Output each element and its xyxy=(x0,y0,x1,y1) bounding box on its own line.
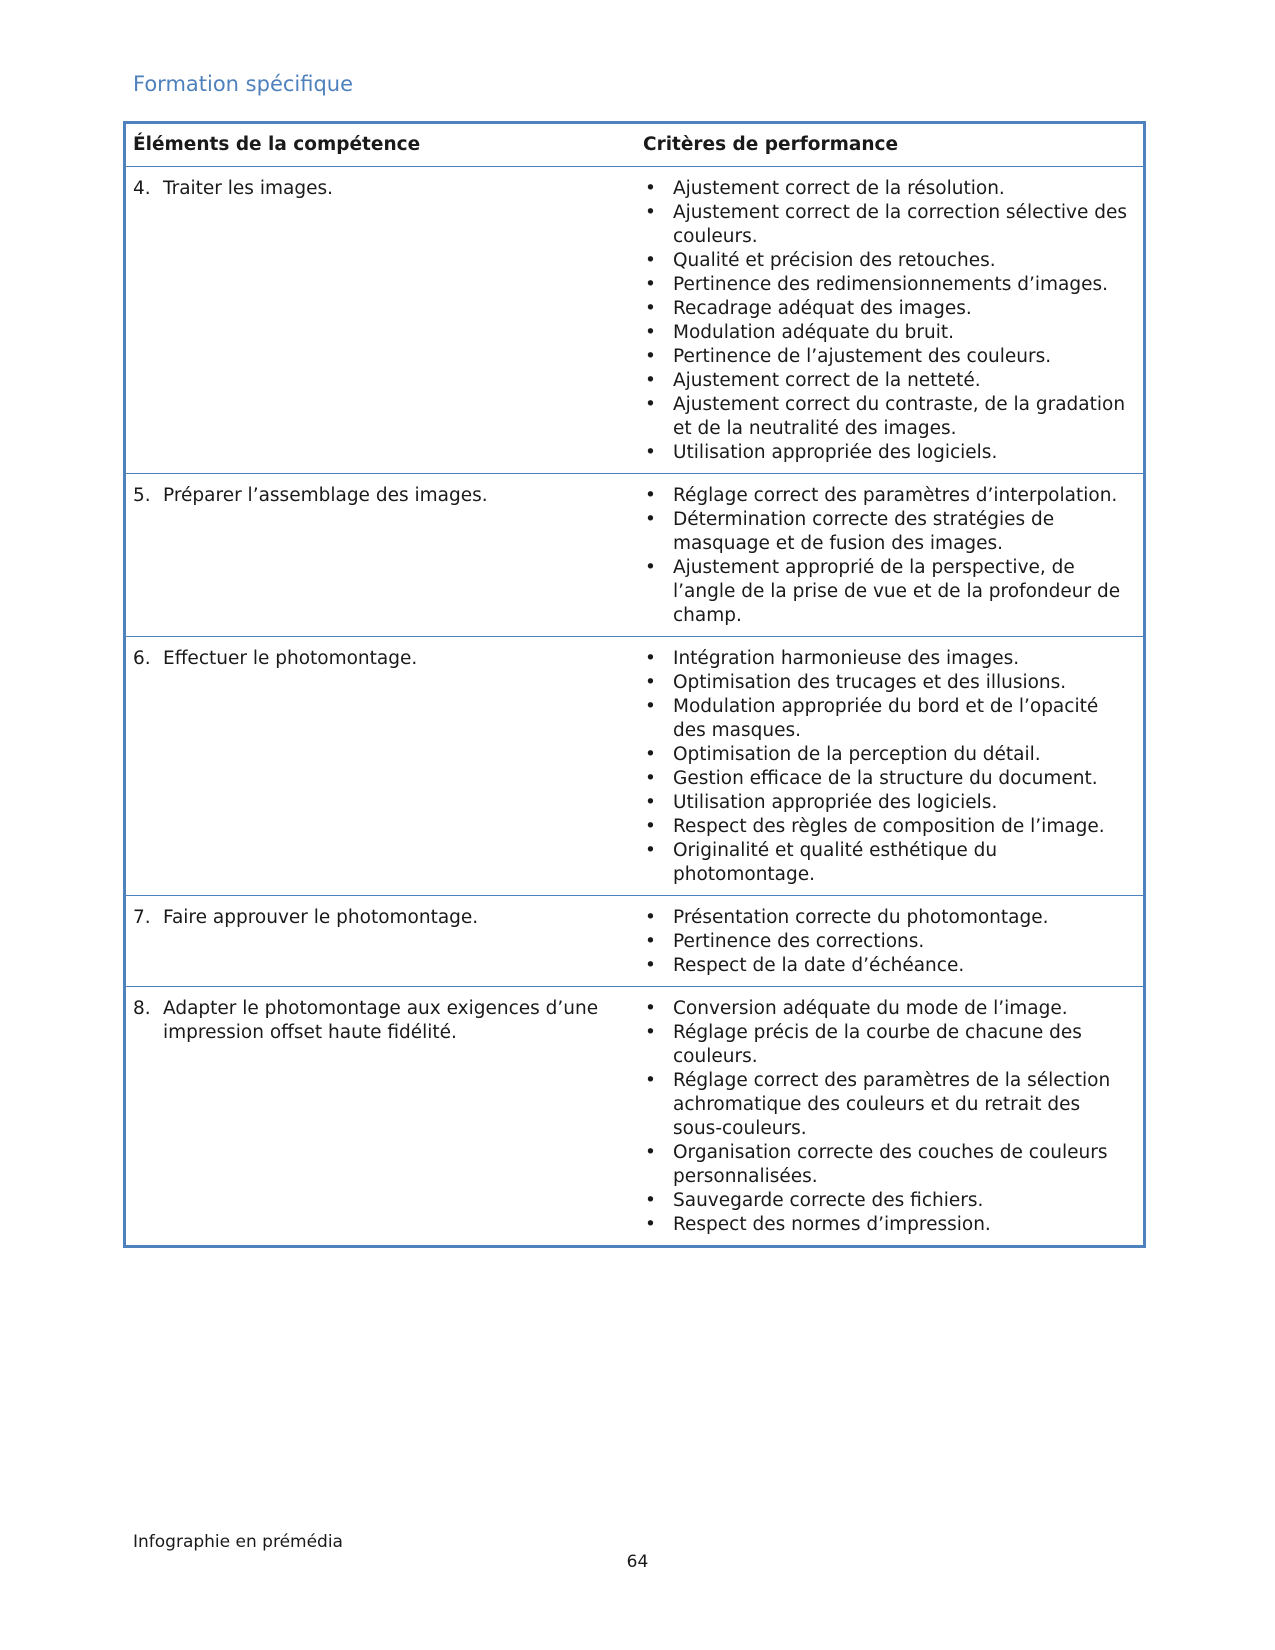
header-criteria: Critères de performance xyxy=(643,123,1145,167)
criteria-item: • Pertinence de l’ajustement des couleurs. xyxy=(643,345,1135,369)
criteria-cell xyxy=(643,896,1145,987)
criteria-item: • Ajustement correct de la résolution. xyxy=(643,177,1135,201)
criteria-item: • Utilisation appropriée des logiciels. xyxy=(643,791,1135,815)
element-number: 8. xyxy=(133,998,151,1019)
criteria-item: • Ajustement correct de la correction sélective des couleurs. xyxy=(643,201,1135,249)
criteria-item: • Intégration harmonieuse des images. xyxy=(643,647,1135,671)
criteria-item: • Ajustement approprié de la perspective, de l’angle de la prise de vue et de la profondeur de champ. xyxy=(643,556,1135,628)
competence-element xyxy=(133,896,643,938)
criteria-cell xyxy=(643,637,1145,896)
header-elements: Éléments de la compétence xyxy=(125,123,644,167)
competence-element xyxy=(133,474,643,516)
criteria-item: • Ajustement correct de la netteté. xyxy=(643,369,1135,393)
criteria-cell xyxy=(643,167,1145,474)
criteria-item: • Optimisation des trucages et des illusions. xyxy=(643,671,1135,695)
criteria-item: • Réglage correct des paramètres de la sélection achromatique des couleurs et du retrait des sous-couleurs. xyxy=(643,1069,1135,1141)
table-row xyxy=(125,167,1145,474)
element-text: Faire approuver le photomontage. xyxy=(163,907,479,928)
element-number: 5. xyxy=(133,485,151,506)
element-text: Adapter le photomontage aux exigences d’une impression offset haute fidélité. xyxy=(163,998,599,1043)
footer-program-name: Infographie en prémédia xyxy=(133,1532,343,1552)
element-number: 4. xyxy=(133,178,151,199)
table-header-row xyxy=(125,123,1145,167)
element-cell xyxy=(125,167,644,474)
criteria-item: • Présentation correcte du photomontage. xyxy=(643,906,1135,930)
criteria-item: • Optimisation de la perception du détail. xyxy=(643,743,1135,767)
competence-element xyxy=(133,167,643,209)
competence-table xyxy=(123,121,1146,1248)
element-cell xyxy=(125,987,644,1247)
criteria-item: • Respect des règles de composition de l’image. xyxy=(643,815,1135,839)
element-text: Effectuer le photomontage. xyxy=(163,648,418,669)
criteria-item: • Respect de la date d’échéance. xyxy=(643,954,1135,978)
competence-element xyxy=(133,987,643,1053)
table-row xyxy=(125,637,1145,896)
element-number: 7. xyxy=(133,907,151,928)
criteria-item: • Ajustement correct du contraste, de la gradation et de la neutralité des images. xyxy=(643,393,1135,441)
section-title: Formation spécifique xyxy=(133,72,354,96)
criteria-list xyxy=(643,167,1143,473)
criteria-cell xyxy=(643,987,1145,1247)
criteria-list xyxy=(643,474,1143,636)
criteria-list xyxy=(643,637,1143,895)
criteria-item: • Réglage correct des paramètres d’interpolation. xyxy=(643,484,1135,508)
criteria-list xyxy=(643,896,1143,986)
criteria-item: • Conversion adéquate du mode de l’image. xyxy=(643,997,1135,1021)
criteria-item: • Originalité et qualité esthétique du photomontage. xyxy=(643,839,1135,887)
page-number: 64 xyxy=(626,1552,649,1572)
criteria-item: • Pertinence des redimensionnements d’images. xyxy=(643,273,1135,297)
table-row xyxy=(125,474,1145,637)
criteria-list xyxy=(643,987,1143,1245)
element-cell xyxy=(125,474,644,637)
competence-element xyxy=(133,637,643,679)
criteria-item: • Qualité et précision des retouches. xyxy=(643,249,1135,273)
criteria-item: • Organisation correcte des couches de couleurs personnalisées. xyxy=(643,1141,1135,1189)
criteria-item: • Réglage précis de la courbe de chacune des couleurs. xyxy=(643,1021,1135,1069)
criteria-item: • Sauvegarde correcte des fichiers. xyxy=(643,1189,1135,1213)
criteria-item: • Recadrage adéquat des images. xyxy=(643,297,1135,321)
criteria-cell xyxy=(643,474,1145,637)
element-text: Traiter les images. xyxy=(163,178,333,199)
element-cell xyxy=(125,637,644,896)
criteria-item: • Utilisation appropriée des logiciels. xyxy=(643,441,1135,465)
element-number: 6. xyxy=(133,648,151,669)
element-text: Préparer l’assemblage des images. xyxy=(163,485,488,506)
criteria-item: • Pertinence des corrections. xyxy=(643,930,1135,954)
table-row xyxy=(125,896,1145,987)
criteria-item: • Gestion efficace de la structure du document. xyxy=(643,767,1135,791)
criteria-item: • Modulation adéquate du bruit. xyxy=(643,321,1135,345)
criteria-item: • Détermination correcte des stratégies de masquage et de fusion des images. xyxy=(643,508,1135,556)
table-row xyxy=(125,987,1145,1247)
criteria-item: • Modulation appropriée du bord et de l’opacité des masques. xyxy=(643,695,1135,743)
table-body xyxy=(125,167,1145,1247)
criteria-item: • Respect des normes d’impression. xyxy=(643,1213,1135,1237)
element-cell xyxy=(125,896,644,987)
